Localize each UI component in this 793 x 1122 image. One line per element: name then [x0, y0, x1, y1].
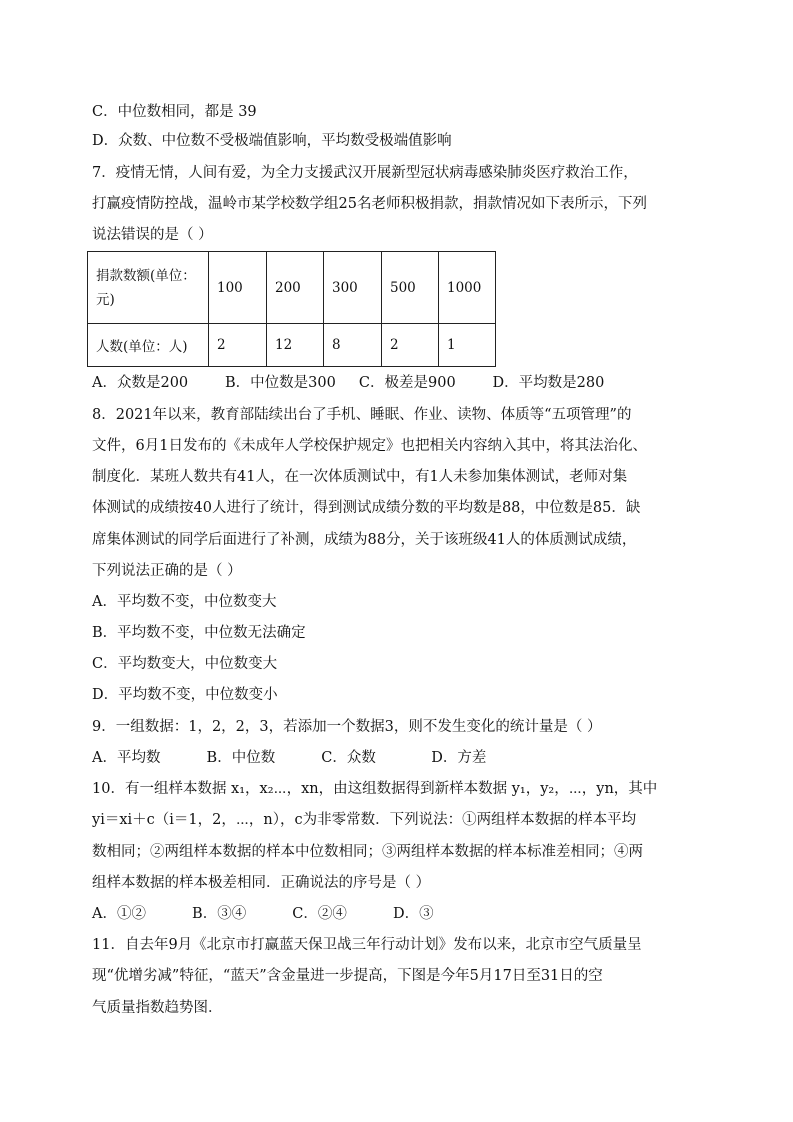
q8-stem-line-4: 体测试的成绩按40人进行了统计，得到测试成绩分数的平均数是88，中位数是85．缺 — [92, 500, 641, 516]
table-cell: 1 — [439, 324, 496, 367]
q8-stem-line-6: 下列说法正确的是（ ） — [92, 563, 242, 579]
q10-options: A．①② B．③④ C．②④ D．③ — [92, 906, 434, 922]
q8-stem-line-1: 8．2021年以来，教育部陆续出台了手机、睡眠、作业、读物、体质等“五项管理”的 — [92, 407, 632, 423]
q8-option-c: C．平均数变大，中位数变大 — [92, 656, 278, 672]
q7-stem-line-2: 打赢疫情防控战，温岭市某学校数学组25名老师积极捐款，捐款情况如下表所示，下列 — [92, 196, 647, 212]
q8-stem-line-5: 席集体测试的同学后面进行了补测，成绩为88分，关于该班级41人的体质测试成绩， — [92, 532, 637, 548]
q11-stem-line-1: 11．自去年9月《北京市打赢蓝天保卫战三年行动计划》发布以来，北京市空气质量呈 — [92, 937, 642, 953]
table-cell: 200 — [267, 252, 324, 324]
table-cell: 2 — [382, 324, 439, 367]
donation-table — [87, 251, 496, 367]
q8-stem-line-3: 制度化．某班人数共有41人，在一次体质测试中，有1人未参加集体测试，老师对集 — [92, 469, 628, 485]
table-header-amount: 捐款数额(单位：元) — [88, 252, 209, 324]
q7-options: A．众数是200 B．中位数是300 C．极差是900 D．平均数是280 — [92, 375, 605, 391]
q8-stem-line-2: 文件，6月1日发布的《未成年人学校保护规定》也把相关内容纳入其中，将其法治化、 — [92, 438, 647, 454]
q8-option-d: D．平均数不变，中位数变小 — [92, 687, 278, 703]
q8-option-b: B．平均数不变，中位数无法确定 — [92, 625, 306, 641]
table-cell: 8 — [324, 324, 382, 367]
q6-option-d: D．众数、中位数不受极端值影响，平均数受极端值影响 — [92, 133, 452, 149]
table-header-count: 人数(单位：人) — [88, 324, 209, 367]
q7-stem-line-1: 7．疫情无情，人间有爱，为全力支援武汉开展新型冠状病毒感染肺炎医疗救治工作， — [92, 165, 638, 181]
q10-stem-line-4: 组样本数据的样本极差相同．正确说法的序号是（ ） — [92, 875, 431, 891]
table-cell: 12 — [267, 324, 324, 367]
q9-options: A．平均数 B．中位数 C．众数 D．方差 — [92, 750, 487, 766]
q9-stem: 9．一组数据：1，2，2，3，若添加一个数据3，则不发生变化的统计量是（ ） — [92, 719, 602, 735]
table-cell: 300 — [324, 252, 382, 324]
q7-stem-line-3: 说法错误的是（ ） — [92, 227, 213, 243]
q11-stem-line-3: 气质量指数趋势图． — [92, 1000, 223, 1016]
q6-option-c: C．中位数相同，都是 39 — [92, 104, 257, 120]
table-cell: 2 — [209, 324, 267, 367]
q11-stem-line-2: 现“优增劣减”特征，“蓝天”含金量进一步提高，下图是今年5月17日至31日的空 — [92, 968, 603, 984]
q10-stem-line-3: 数相同；②两组样本数据的样本中位数相同；③两组样本数据的样本标准差相同；④两 — [92, 844, 643, 860]
table-cell: 500 — [382, 252, 439, 324]
table-cell: 1000 — [439, 252, 496, 324]
q8-option-a: A．平均数不变，中位数变大 — [92, 594, 277, 610]
table-cell: 100 — [209, 252, 267, 324]
table-row — [88, 252, 496, 324]
table-row — [88, 324, 496, 367]
q10-stem-line-1: 10．有一组样本数据 x₁，x₂⋯，xn，由这组数据得到新样本数据 y₁，y₂，⋯，yn，其中 — [92, 781, 658, 797]
q10-stem-line-2: yi＝xi＋c（i＝1，2，⋯，n），c为非零常数．下列说法：①两组样本数据的样本平均 — [92, 812, 637, 828]
